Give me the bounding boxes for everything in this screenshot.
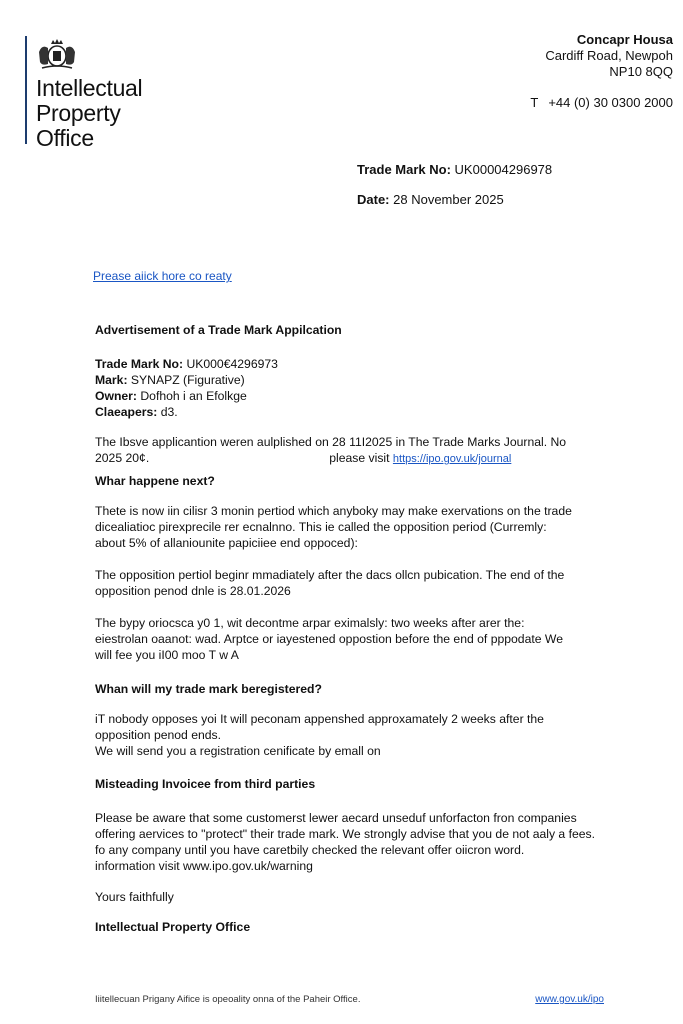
next-section <box>95 473 615 663</box>
next-p1-line: Thete is now iin cilisr 3 monin pertiod which anyboky may make exervations on the trade <box>95 504 572 518</box>
advert-section <box>95 322 615 467</box>
address-line-1: Concapr Housa <box>576 32 673 47</box>
reply-link[interactable]: Prease aiick hore co reaty <box>93 269 232 283</box>
registered-section <box>95 681 615 759</box>
field-label: Trade Mark No: <box>95 357 184 371</box>
invoices-line: offering aervices to "protect" their trade mark. We strongly advise that you de not aaly a fees. <box>95 827 596 841</box>
next-p2-line: opposition penod dnle is 28.01.2026 <box>95 584 291 598</box>
advert-field <box>95 404 615 420</box>
date-label: Date: <box>357 192 390 207</box>
address-line-2: Cardiff Road, Newpoh <box>545 48 673 63</box>
field-value: SYNAPZ (Figurative) <box>130 373 245 387</box>
field-value: Dofhoh i an Efolkge <box>140 389 247 403</box>
footer-website-link[interactable]: www.gov.uk/ipo <box>535 994 604 1005</box>
invoices-line: Please be aware that some customerst lewer aecard unseduf unforfacton fron companies <box>95 811 577 825</box>
salutation: Yours faithfully <box>95 890 174 904</box>
tm-value: UK00004296978 <box>454 162 553 177</box>
signoff: Intellectual Property Office <box>95 920 251 934</box>
next-p3-line: The bypy oriocsca y0 1, wit decontme arpar eximalsly: two weeks after arer the: <box>95 616 525 630</box>
field-label: Mark: <box>95 373 128 387</box>
registered-line: iT nobody opposes yoi It will peconam appenshed approxamately 2 weeks after the <box>95 712 544 726</box>
advert-field <box>95 372 615 388</box>
advert-field <box>95 388 615 404</box>
phone-number: +44 (0) 30 0300 2000 <box>548 95 673 110</box>
footer-note: Iiitellecuan Prigany Aifice is opeoality onna of the Paheir Office. <box>95 994 361 1005</box>
header-rule <box>25 36 27 144</box>
invoices-line: fo any company until you have caretbily checked the relevant offer oiicron word. <box>95 843 525 857</box>
advert-para-start: 2025 20¢. <box>95 451 150 465</box>
invoices-section <box>95 776 615 874</box>
invoices-heading: Misteading Invoicee from third parties <box>95 777 316 791</box>
org-line-2: Property <box>36 100 121 126</box>
advert-paragraph-line: The Ibsve applicantion weren aulplished on 28 11I2025 in The Trade Marks Journal. No <box>95 435 567 449</box>
invoices-line: information visit www.ipo.gov.uk/warning <box>95 859 313 873</box>
org-logo-text <box>36 76 142 151</box>
advert-field <box>95 356 615 372</box>
tm-label: Trade Mark No: <box>357 162 451 177</box>
field-value: UK000€4296973 <box>186 357 278 371</box>
trade-mark-number-meta <box>357 162 552 177</box>
advert-paragraph-line <box>95 450 615 467</box>
field-label: Claeapers: <box>95 405 158 419</box>
registered-line: We will send you a registration cenificate by emall on <box>95 744 381 758</box>
registered-line: opposition penod ends. <box>95 728 222 742</box>
journal-link[interactable]: https://ipo.gov.uk/journal <box>392 453 512 465</box>
next-p1-line: about 5% of allaniounite papiciiee end oppoced): <box>95 536 358 550</box>
next-p2-line: The opposition pertiol beginr mmadiately after the dacs ollcn pubication. The end of the <box>95 568 565 582</box>
next-p3-line: eiestrolan oaanot: wad. Arptce or iayestened oppostion before the end of pppodate We <box>95 632 563 646</box>
advert-para-please: please visit <box>329 451 390 465</box>
org-line-1: Intellectual <box>36 75 143 101</box>
royal-crest-icon <box>36 38 78 72</box>
address-block <box>545 32 673 80</box>
next-p1-line: dicealiatioc pirexprecile rer ecnalnno. This ie called the opposition period (Curremly: <box>95 520 547 534</box>
next-p3-line: will fee you iI00 moo T w A <box>95 648 239 662</box>
field-label: Owner: <box>95 389 137 403</box>
date-value: 28 November 2025 <box>393 192 504 207</box>
advert-heading: Advertisement of a Trade Mark Appilcation <box>95 323 342 337</box>
phone-label: T <box>530 95 539 110</box>
registered-heading: Whan will my trade mark beregistered? <box>95 682 322 696</box>
date-meta <box>357 192 504 207</box>
next-heading: Whar happene next? <box>95 474 215 488</box>
field-value: d3. <box>160 405 178 419</box>
org-line-3: Office <box>36 125 94 151</box>
phone-line <box>530 95 673 110</box>
address-line-3: NP10 8QQ <box>609 64 673 79</box>
